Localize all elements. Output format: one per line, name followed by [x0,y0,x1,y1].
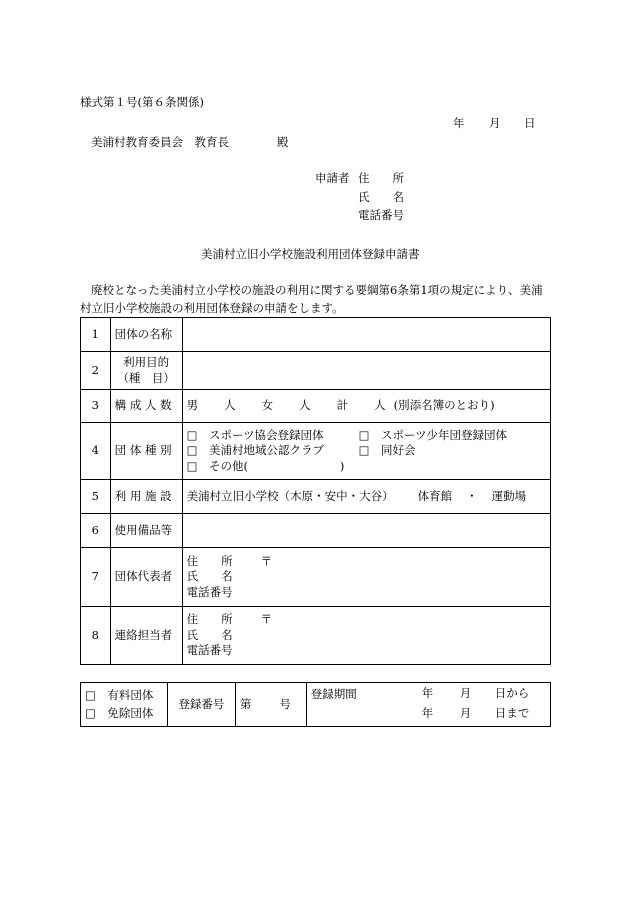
applicant-address-label: 住 所 [358,171,404,185]
representative-field[interactable] [182,548,550,607]
row-number: 4 [81,423,111,480]
row-number: 8 [81,607,111,665]
checkbox-youth-sports[interactable]: □ スポーツ少年団登録団体 [358,427,507,442]
registration-number-label: 登録番号 [167,683,235,727]
checkbox-exempt-group[interactable]: □ 免除団体 [85,705,154,720]
date-month-label: 月 [489,116,501,130]
row-number: 1 [81,318,111,352]
facility-field [182,480,550,514]
applicant-phone-label: 電話番号 [358,208,404,222]
registration-table [80,682,551,727]
honorific: 殿 [277,135,289,149]
person-label: 人 [299,398,311,413]
intro-line-1: 廃校となった美浦村立小学校の施設の利用に関する要綱第6条第1項の規定により、美浦 [91,283,543,297]
facility-label: 利 用 施 設 [110,480,182,514]
purpose-label-line2: （種 目） [117,370,175,385]
equipment-label: 使用備品等 [110,514,182,548]
from-year-label: 年 [421,686,434,700]
registration-number-field[interactable] [235,683,306,727]
fee-category-cell [81,683,168,727]
table-row [81,423,551,480]
addressee: 美浦村教育委員会 教育長 [91,135,229,149]
purpose-label-line1: 利用目的 [123,354,170,369]
purpose-field[interactable] [182,352,550,390]
to-day-label: 日まで [494,706,530,720]
table-row [81,480,551,514]
row-number: 3 [81,390,111,423]
date-day-label: 日 [524,116,536,130]
female-label: 女 [261,398,274,413]
from-month-label: 月 [459,686,472,700]
row-number: 2 [81,352,111,390]
application-table [80,317,551,665]
number-suffix: 号 [279,696,291,711]
checkbox-community-club[interactable]: □ 美浦村地域公認クラブ [186,443,324,458]
to-month-label: 月 [459,706,472,720]
table-row [81,352,551,390]
group-type-label: 団 体 種 別 [110,423,182,480]
separator-dot: ・ [466,488,478,503]
registration-period-label: 登録期間 [310,687,357,701]
document-title: 美浦村立旧小学校施設利用団体登録申請書 [201,247,420,261]
applicant-name-label: 氏 名 [358,190,404,204]
to-year-label: 年 [421,706,434,720]
contact-person-label: 連絡担当者 [110,607,182,665]
table-row [81,607,551,665]
facility-name: 美浦村立旧小学校（木原・安中・大谷） [186,488,394,503]
representative-address-label: 住 所 [186,553,233,568]
equipment-field[interactable] [182,514,550,548]
row-number: 6 [81,514,111,548]
date-year-label: 年 [453,116,465,130]
contact-phone-label: 電話番号 [186,643,233,658]
field-option[interactable]: 運動場 [491,488,527,503]
table-row [81,318,551,352]
table-row [81,548,551,607]
table-row [81,514,551,548]
member-count-label: 構 成 人 数 [110,390,182,423]
checkbox-paid-group[interactable]: □ 有料団体 [85,687,154,702]
roster-note: (別添名簿のとおり) [393,398,495,413]
total-label: 計 [336,398,349,413]
member-count-field[interactable] [182,390,550,423]
purpose-label [110,352,182,390]
postal-mark: 〒 [260,553,273,568]
table-row [81,683,551,727]
representative-label: 団体代表者 [110,548,182,607]
row-number: 5 [81,480,111,514]
contact-address-label: 住 所 [186,612,233,627]
checkbox-sports-association[interactable]: □ スポーツ協会登録団体 [186,427,324,442]
row-number: 7 [81,548,111,607]
person-label: 人 [374,398,386,413]
checkbox-other[interactable]: □ その他( ) [186,458,345,473]
representative-name-label: 氏 名 [186,569,233,584]
applicant-label: 申請者 [315,171,350,185]
table-row [81,390,551,423]
contact-person-field[interactable] [182,607,550,665]
group-type-options [182,423,550,480]
number-prefix: 第 [239,696,252,711]
male-label: 男 [186,398,199,413]
intro-line-2: 村立旧小学校施設の利用団体登録の申請をします。 [80,301,344,315]
from-day-label: 日から [494,686,530,700]
contact-name-label: 氏 名 [186,627,233,642]
group-name-label: 団体の名称 [110,318,182,352]
postal-mark: 〒 [260,612,273,627]
representative-phone-label: 電話番号 [186,584,233,599]
person-label: 人 [224,398,236,413]
registration-period-cell [306,683,550,727]
form-number: 様式第１号(第６条関係) [80,95,204,109]
gym-option[interactable]: 体育館 [417,488,453,503]
checkbox-hobby-group[interactable]: □ 同好会 [358,443,416,458]
group-name-field[interactable] [182,318,550,352]
